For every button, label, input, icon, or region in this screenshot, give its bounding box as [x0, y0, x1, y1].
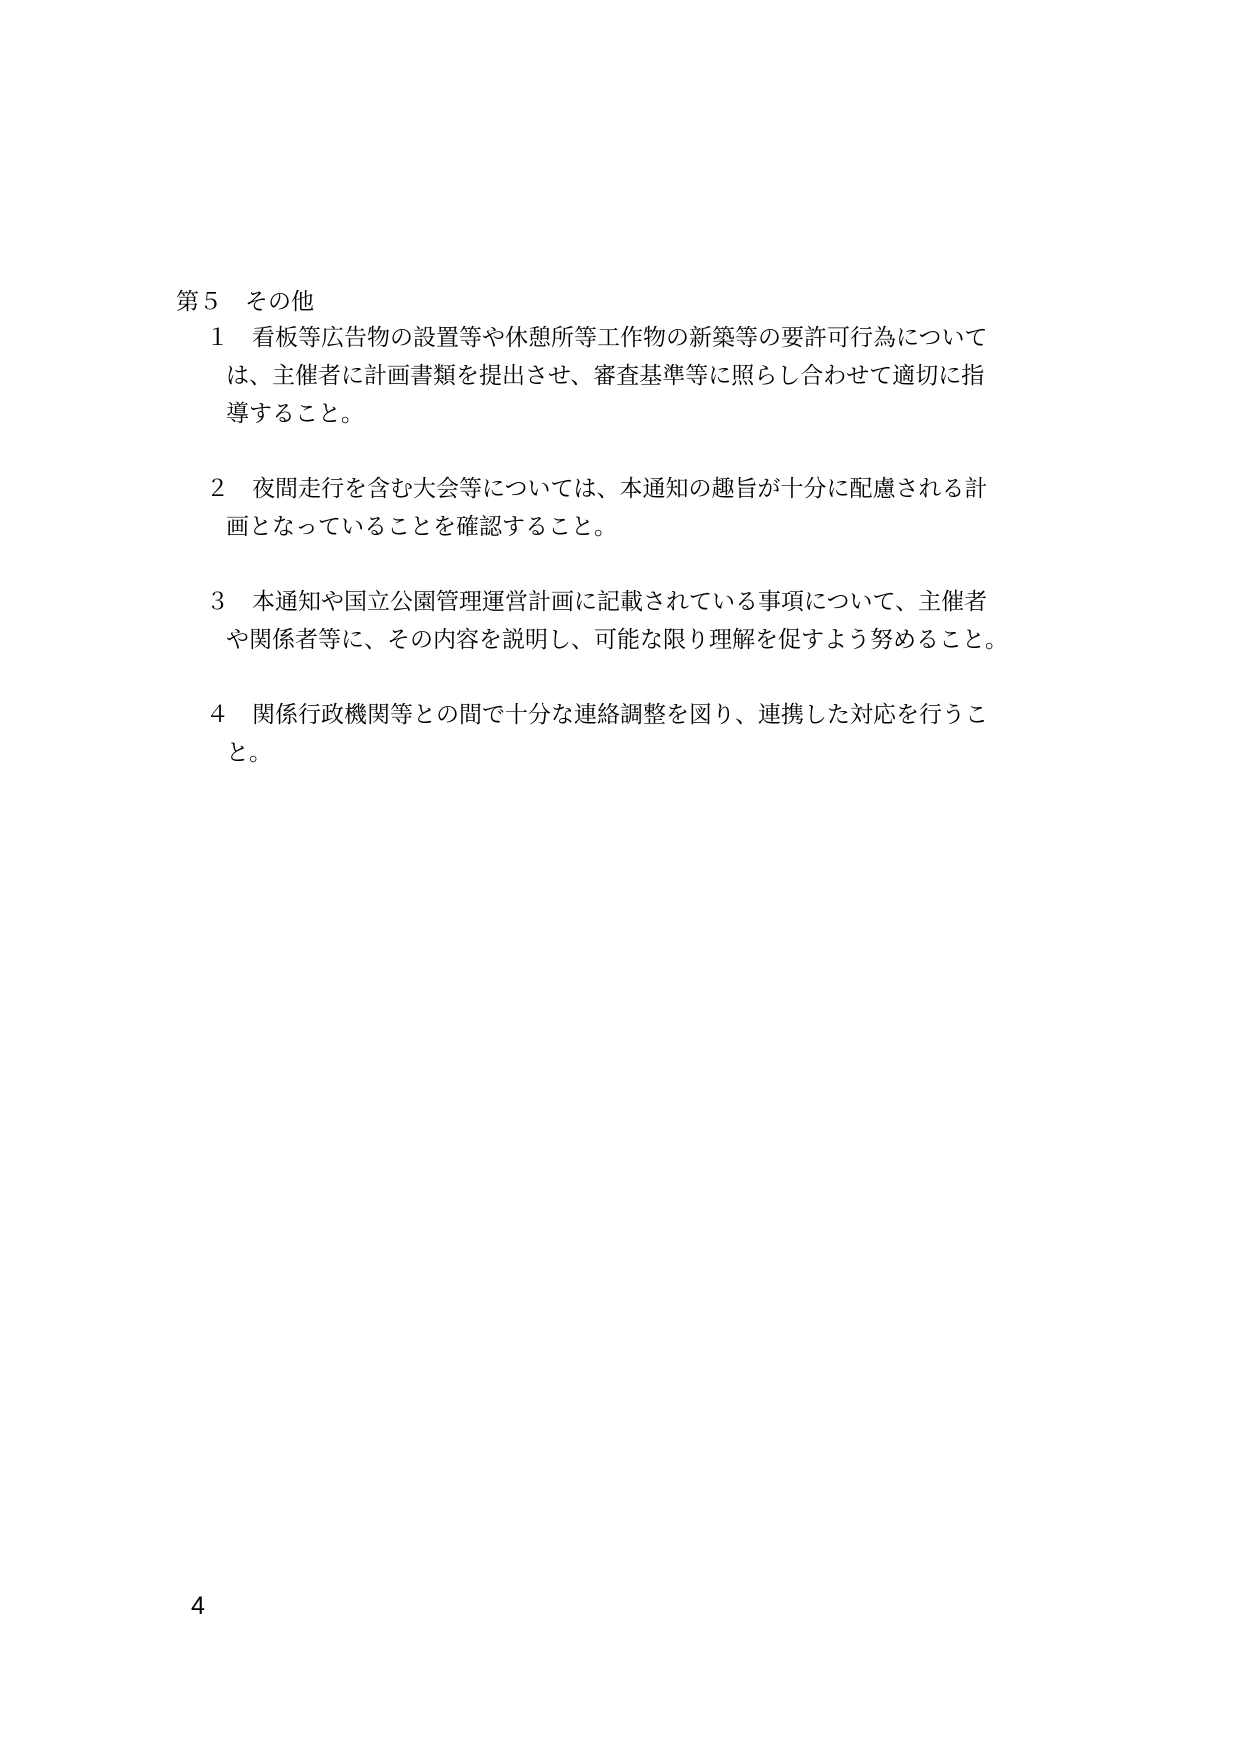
page-number: 4 [191, 1592, 205, 1620]
list-item-3 [206, 583, 1076, 659]
item-1-line-2: は、主催者に計画書類を提出させ、審査基準等に照らし合わせて適切に指 [226, 363, 985, 389]
item-2-line-1: ２ 夜間走行を含む大会等については、本通知の趣旨が十分に配慮される計 [206, 476, 988, 502]
item-1-line-1: １ 看板等広告物の設置等や休憩所等工作物の新築等の要許可行為について [206, 325, 988, 351]
list-item-2 [206, 470, 1076, 546]
item-4-line-2: と。 [226, 740, 272, 766]
list-item-1 [206, 319, 1076, 433]
section-heading: 第５ その他 [176, 289, 314, 315]
item-1-line-3: 導すること。 [226, 401, 364, 427]
item-3-line-1: ３ 本通知や国立公園管理運営計画に記載されている事項について、主催者 [206, 589, 988, 615]
list-item-4 [206, 696, 1076, 772]
item-2-line-2: 画となっていることを確認すること。 [226, 514, 617, 540]
item-4-line-1: ４ 関係行政機関等との間で十分な連絡調整を図り、連携した対応を行うこ [206, 702, 988, 728]
item-3-line-2: や関係者等に、その内容を説明し、可能な限り理解を促すよう努めること。 [226, 627, 1008, 653]
